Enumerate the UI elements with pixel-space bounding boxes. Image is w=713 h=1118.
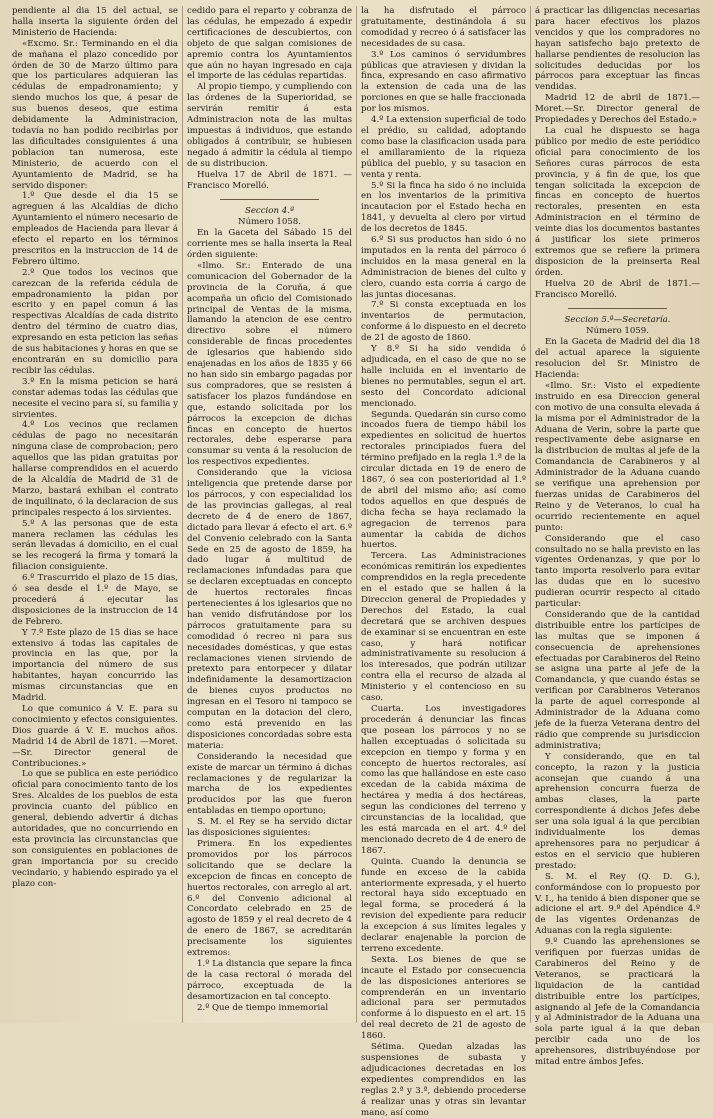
paragraph: 1.º La distancia que separe la finca de la casa rectoral ó morada del párroco, exceptuada de la desamortizacion en tal concepto. xyxy=(187,958,352,1002)
paragraph: 4.º Los vecinos que reclamen cédulas de pago no necesitarán ninguna clase de comprobacion; pero aquellos que las pidan gratuitas por hallarse comprendidos en el acuerdo de la Alcaldía de Madrid de 31 de Marzo, bastará exhiban el contrato de inquilinato, ó la declaracion de sus principales respecto á los sirvientes. xyxy=(12,420,178,518)
item-number: Número 1058. xyxy=(238,217,301,228)
column-2 xyxy=(182,6,356,1023)
column-1 xyxy=(8,6,182,1023)
paragraph: Lo que comunico á V. E. para su conocimiento y efectos consiguientes. Dios guarde á V. E. muchos años. Madrid 14 de Abril de 1871. —Moret.—Sr. Director general de Contribuciones.» xyxy=(12,704,178,769)
paragraph: Considerando que la viciosa inteligencia que pretende darse por los párrocos, y con especialidad los de las provincias gallegas, al real decreto de 4 de enero de 1867, dictado para llevar á efecto el art. 6.º del Convenio celebrado con la Santa Sede en 25 de agosto de 1859, ha dado lugar á multitud de reclamaciones infundadas para que se declaren exceptuadas en concepto de huertos rectorales fincas pertenecientes á los iglesarios que no han venido disfrutándose por los párrocos gratuitamente para su comodidad ó recreo ni para sus necesidades domésticas, y que estas reclamaciones vienen sirviendo de pretexto para entorpecer y dilatar indefinidamente la desamortizacion de bienes cuyos productos no ingresan en el Tesoro ni tampoco se computan en la dotacion del clero, como está prevenido en las disposiciones concordadas sobre esta materia: xyxy=(187,468,352,751)
column-3 xyxy=(356,6,530,1118)
divider-rule xyxy=(568,308,667,309)
paragraph: á practicar las diligencias necesarias para hacer efectivos los plazos vencidos y que los compradores no hayan satisfecho bajo pretexto de hallarse pendientes de resolucion las solicitudes deducidas por los párrocos para exceptuar las fincas vendidas. xyxy=(535,6,700,93)
paragraph: «Excmo. Sr.: Terminando en el dia de mañana el plazo concedido por órden de 30 de Marzo último para que los particulares adquieran las cédulas de empadronamiento; y siendo muchos los que, á pesar de sus buenos deseos, que estima debidamente la Administracion, todavía no han podido recibirlas por las dificultades consiguientes á una poblacion tan numerosa, este Ministerio, de acuerdo con el Ayuntamiento de Madrid, se ha servido disponer: xyxy=(12,38,178,191)
section-heading: Seccion 4.ª xyxy=(244,206,295,217)
paragraph: 5.º Si la finca ha sido ó no incluida en los inventarios de la primitiva incautacion por el Estado hecha en 1841, y devuelta al clero por virtud de los decretos de 1845. xyxy=(361,180,526,235)
paragraph: Considerando la necesidad que existe de marcar un término á dichas reclamaciones y de regularizar la marcha de los expedientes producidos por las que fueron entabladas en tiempo oportuno; xyxy=(187,751,352,817)
paragraph: Considerando que de la cantidad distribuible entre los partícipes de las multas que se imponen á consecuencia de aprehensiones efectuadas por Carabineros del Reino se asigna una parte al jefe de la Comandancia, y que cuando éstas se verifican por Carabineros Veteranos la parte de aquel corresponde al Administrador de la Aduana como jefe de la fuerza Veterana dentro del rádio que comprende su jurisdiccion administrativa; xyxy=(535,609,700,751)
paragraph: 2.º Que todos los vecinos que carezcan de la referida cédula de empadronamiento la pidan por escrito y en papel comun á las respectivas Alcaldías de cada distrito dentro del término de cuatro dias, expresando en esta peticion las señas de sus habitaciones y horas en que se encontrarán en su domicilio para recibir las cédulas. xyxy=(12,267,178,376)
paragraph: Cuarta. Los investigadores procederán á denunciar las fincas que posean los párrocos y no se hallen exceptuadas ó solicitada su excepcion en tiempo y forma y en concepto de huertos rectorales, así como las que hallándose en este caso excedan de la cabida máxima de hectárea y media á dos hectáreas, segun las condiciones del terreno y circunstancias de la localidad, que les está marcada en el art. 4.º del mencionado decreto de 4 de enero de 1867. xyxy=(361,704,526,856)
paragraph: 6.º Trascurrido el plazo de 15 dias, ó sea desde el 1.º de Mayo, se procederá á ejecutar las disposiciones de la instruccion de 14 de Febrero. xyxy=(12,573,178,627)
paragraph: Y considerando, que en tal concepto, la razon y la justicia aconsejan que cuando á una aprehension concurra fuerza de ambas clases, la parte correspondiente á dichos Jefes debe ser una sola igual á la que percibian individualmente los demas aprehensores para no perjudicar á estos en el servicio que hubieren prestado: xyxy=(535,751,700,871)
paragraph: S. M. el Rey se ha servido dictar las disposiciones siguientes: xyxy=(187,817,352,839)
paragraph: «Ilmo. Sr.: Enterado de una comunicacion del Gobernador de la provincia de la Coruña, á que acompaña un oficio del Comisionado principal de Ventas de la misma, llamando la atencion de ese centro directivo sobre el número considerable de fincas procedentes de iglesarios que habiendo sido enajenadas en los años de 1835 y 66 no han sido sin embargo pagadas por sus compradores, que se resisten á satisfacer los plazos fundándose en que, estando solicitada por los párrocos la excepcion de dichas fincas en concepto de huertos rectorales, debe esperarse para consumar su venta á la resolucion de los respectivos expedientes. xyxy=(187,260,352,468)
paragraph: Quinta. Cuando la denuncia se funde en exceso de la cabida anteriormente expresada, y el huerto rectoral haya sido exceptuado en legal forma, se procederá á la revision del expediente para reducir la excepcion á sus límites legales y declarar enajenable la porcion de terreno excedente. xyxy=(361,856,526,954)
paragraph: S. M. el Rey (Q. D. G.), conformándose con lo propuesto por V. I., ha tenido á bien disponer que se adicione el art. 9.º del Apéndice 4.º de las vigentes Ordenanzas de Aduanas con la regla siguiente: xyxy=(535,871,700,937)
paragraph: 3.º Los caminos ó servidumbres públicas que atraviesen y dividan la finca, expresando en caso afirmativo la extension de cada una de las porciones en que se halle fraccionada por los mismos. xyxy=(361,49,526,115)
paragraph: 9.º Cuando las aprehensiones se verifiquen por fuerzas unidas de Carabineros del Reino y de Veteranos, se practicará la liquidacion de la cantidad distribuible entre los partícipes, asignando al Jefe de la Comandancia y al Administrador de la Aduana una sola parte igual á la que deban percibir cada uno de los aprehensores, distribuyéndose por mitad entre ámbos Jefes. xyxy=(535,937,700,1068)
paragraph: 2.º Que de tiempo inmemorial xyxy=(197,1002,329,1013)
paragraph: pendiente al dia 15 del actual, se halla inserta la siguiente órden del Ministerio de Hacienda: xyxy=(12,6,178,38)
paragraph: Madrid 12 de abril de 1871.—Moret.—Sr. Director general de Propiedades y Derechos del Estado.» xyxy=(535,93,700,126)
paragraph: 1.º Que desde el dia 15 se agreguen á las Alcaldías de dicho Ayuntamiento el número necesario de empleados de Hacienda para llevar á efecto el reparto en los términos prescritos en la instruccion de 14 de Febrero último. xyxy=(12,191,178,267)
paragraph: 4.º La extension superficial de todo el prédio, su calidad, adoptando como base la clasificacion usada para el amillaramiento de la riqueza pública del pueblo, y su tasacion en venta y renta. xyxy=(361,115,526,180)
paragraph: 3.º En la misma peticion se hará constar ademas todas las cédulas que necesite el vecino para sí, su familia y sirvientes. xyxy=(12,376,178,420)
paragraph: La cual he dispuesto se haga público por medio de este periódico oficial para conocimiento de los Señores curas párrocos de esta provincia, y á fin de que, los que tengan solicitada la excepcion de fincas en concepto de huertos rectorales, presenten en esta Administracion en el término de veinte dias los documentos bastantes á justificar los siete primeros extremos que se refiere la primera disposicion de la preinserta Real órden. xyxy=(535,125,700,278)
paragraph: la ha disfrutado el párroco gratuitamente, destinándola á su comodidad y recreo ó á satisfacer las necesidades de su casa. xyxy=(361,6,526,49)
paragraph: Considerando que el caso consultado no se halla previsto en las vigentes Ordenanzas, y que por lo tanto importa resolverlo para evitar las dudas que en lo sucesivo pudieran ocurrir respecto al citado particular: xyxy=(535,533,700,610)
paragraph: «Ilmo. Sr.: Visto el expediente instruido en esa Direccion general con motivo de una consulta elevada á la misma por el Administrador de la Aduana de Verin, sobre la parte que respectivamente debe asignarse en la distribucion de multas al jefe de la Comandancia de Carabineros y al Administrador de la Aduana cuando se verifique una aprehension por fuerzas unidas de Carabineros del Reino y de Veteranos, lo cual ha ocurrido recientemente en aquel punto: xyxy=(535,380,700,533)
signature-line: Huelva 17 de Abril de 1871. — Francisco Morelló. xyxy=(187,169,352,191)
paragraph: Tercera. Las Administraciones económicas remitirán los expedientes comprendidos en la regla precedente en el estado que se hallen á la Direccion general de Propiedades y Derechos del Estado, la cual decretará que se archiven despues de examinar si se encuentran en este caso, y hará notificar administrativamente su resolucion á los interesados, que podrán utilizar contra ella el recurso de alzada al Ministerio y el contencioso en su caso. xyxy=(361,551,526,704)
paragraph: 6.º Si sus productos han sido ó no imputados en la renta del párroco ó incluidos en la masa general en la Administracion de bienes del culto y clero, cuando esta corria á cargo de las juntas diocesanas. xyxy=(361,235,526,300)
paragraph: En la Gaceta del Sábado 15 del corriente mes se halla inserta la Real órden siguiente: xyxy=(187,228,352,261)
item-number: Número 1059. xyxy=(586,326,649,337)
paragraph: En la Gaceta de Madrid del dia 18 del actual aparece la siguiente resolucion del Sr. Ministro de Hacienda: xyxy=(535,337,700,380)
paragraph: 5.º A las personas que de esta manera reclamen las cédulas les serán llevadas á domicilio, en el cual se les recogerá la firma y tomará la filiacion consiguiente. xyxy=(12,518,178,573)
columns xyxy=(8,6,705,1118)
section-heading: Seccion 5.ª—Secretaría. xyxy=(564,315,671,326)
paragraph: Al propio tiempo, y cumpliendo con las órdenes de la Superioridad, se servirán remitir á esta Administracion nota de las multas impuestas á individuos, que estando obligados á contribuir, se hubiesen negado á admitir la cédula al tiempo de su distribucion. xyxy=(187,82,352,169)
paragraph: Primera. En los expedientes promovidos por los párrocos solicitando que se declare la excepcion de fincas en concepto de huertos rectorales, con arreglo al art. 6.º del Convenio adicional al Concordato celebrado en 25 de agosto de 1859 y el real decreto de 4 de enero de 1867, se acreditarán precisamente los siguientes extremos: xyxy=(187,838,352,959)
paragraph: Y 8.º Si ha sido vendida ó adjudicada, en el caso de que no se halle incluida en el inventario de bienes no permutables, segun el art. sesto del Concordato adicional mencionado. xyxy=(361,344,526,409)
divider-rule xyxy=(220,199,319,200)
paragraph: Lo que se publica en este periódico oficial para conocimiento tanto de los Sres. Alcaldes de los pueblos de esta provincia cuanto del público en general, debiendo advertir á dichas autoridades, que no concurriendo en esta provincia las circunstancias que son consiguientes en poblaciones de gran importancia por su crecido vecindario, y habiendo espirado ya el plazo con- xyxy=(12,769,178,889)
paragraph: 7.º Si consta exceptuada en los inventarios de permutacion, conforme á lo dispuesto en el decreto de 21 de agosto de 1860. xyxy=(361,300,526,344)
paragraph: Sétima. Quedan alzadas las suspensiones de subasta y adjudicaciones decretadas en los expedientes comprendidos en las reglas 2.ª y 3.ª, debiendo procederse á realizar unas y otras sin levantar mano, así como xyxy=(361,1042,526,1118)
signature-line: Huelva 20 de Abril de 1871.— Francisco Morelló. xyxy=(535,278,700,300)
paragraph: Sexta. Los bienes de que se incaute el Estado por consecuencia de las disposiciones anteriores se comprenderán en un inventario adicional para ser permutados conforme á lo dispuesto en el art. 15 del real decreto de 21 de agosto de 1860. xyxy=(361,954,526,1042)
paragraph: Y 7.º Este plazo de 15 dias se hace extensivo á todas las capitales de provincia en las que, por la importancia del número de sus habitantes, hayan concurrido las mismas circunstancias que en Madrid. xyxy=(12,627,178,704)
paragraph: Segunda. Quedarán sin curso como incoados fuera de tiempo hábil los expedientes en solicitud de huertos rectorales principiados fuera del término prefijado en la regla 1.ª de la circular dictada en 19 de enero de 1867, ó sea con posterioridad al 1.º de abril del mismo año; así como todos aquellos en que después de dicha fecha se haya reclamado la agregacion de terrenos para aumentar la cabida de dichos huertos. xyxy=(361,409,526,551)
column-4 xyxy=(530,6,704,1068)
paragraph: cedido para el reparto y cobranza de las cédulas, he empezado á expedir certificaciones de descubiertos, con objeto de que salgan comisiones de apremio contra los Ayuntamientos que aún no hayan ingresado en caja el importe de las cédulas repartidas. xyxy=(187,6,352,82)
